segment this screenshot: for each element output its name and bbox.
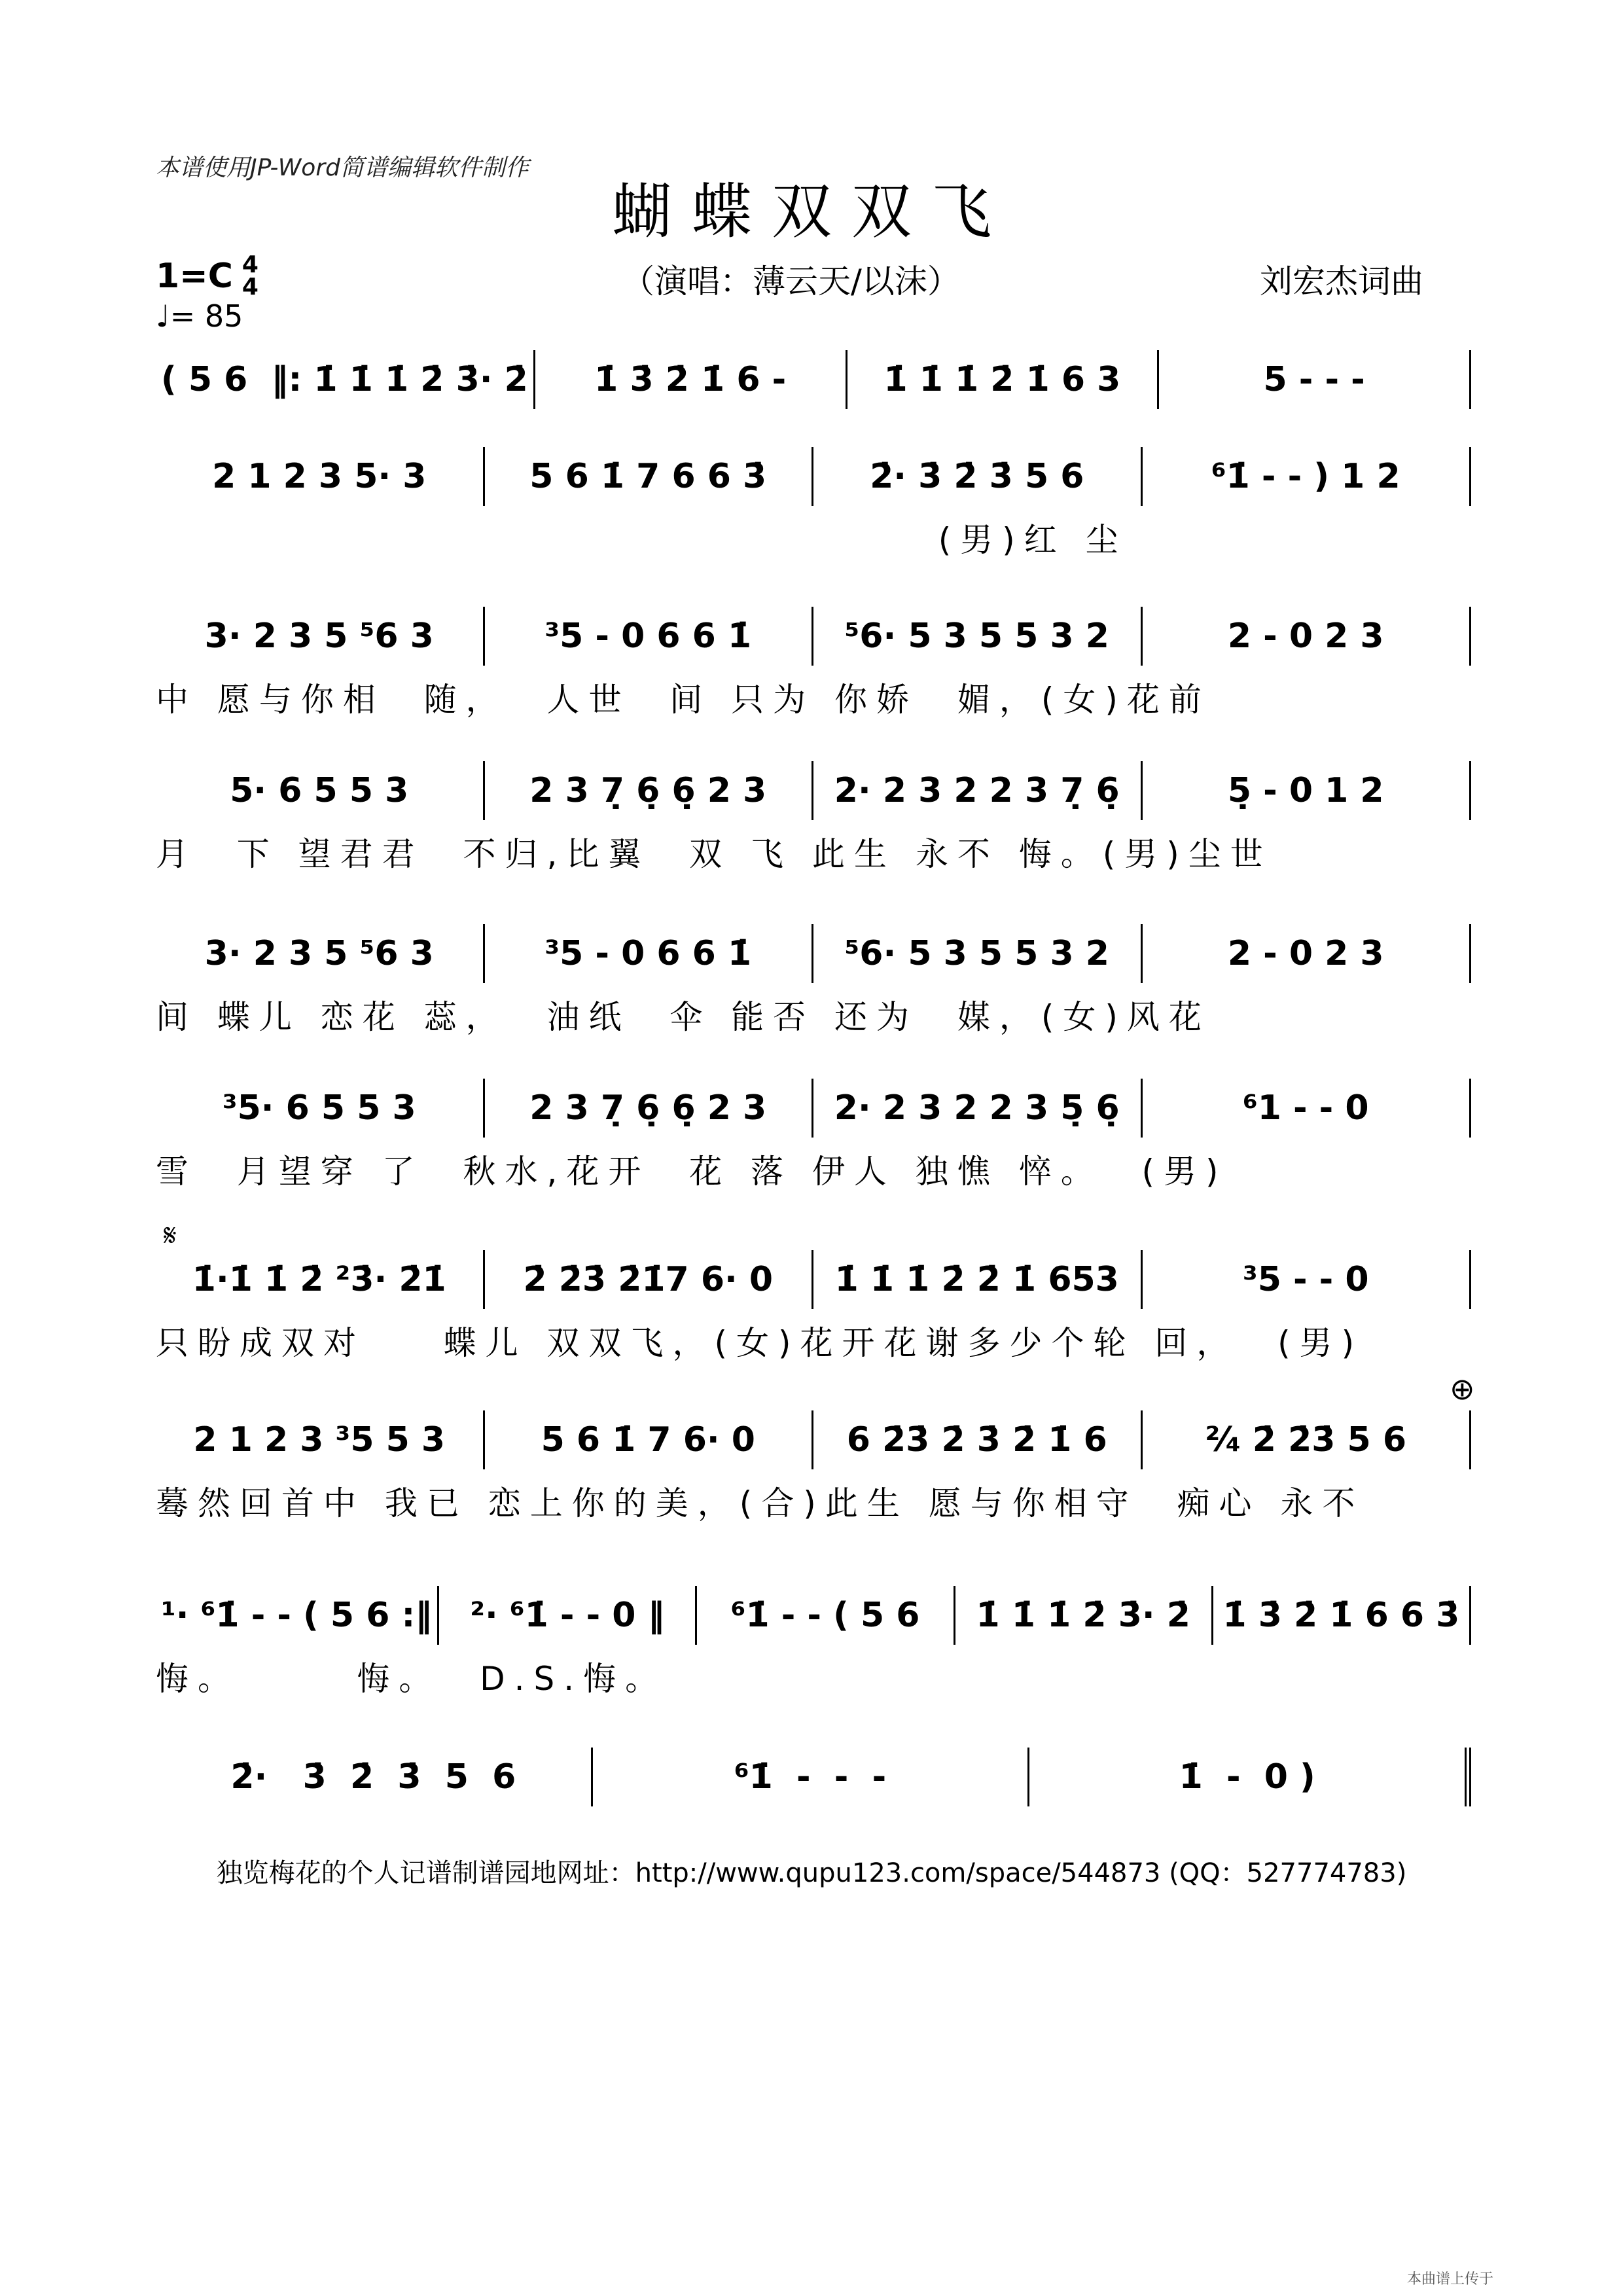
measure: 1̇ 1̇ 1̇ 2̇ 3̇· 2̇	[955, 1586, 1213, 1645]
notes-line	[156, 761, 1471, 820]
notes-line	[156, 924, 1471, 983]
time-top: 4	[241, 251, 259, 278]
lyric-line: 悔。 悔。 D.S.悔。	[156, 1660, 668, 1698]
measure: 2̇ 2̇3̇ 2̇1̇7 6· 0	[485, 1250, 814, 1309]
notes-line	[156, 1250, 1471, 1309]
tempo-mark: ♩= 85	[156, 298, 243, 334]
measure: 5 6 1̇ 7 6 6 3̇	[485, 447, 814, 506]
measure: ⁶1 - - 0	[1143, 1079, 1472, 1138]
measure: 2 - 0 2 3	[1143, 924, 1472, 983]
measure: 1̇·1̇ 1̇ 2̇ ²3̇· 2̇1̇	[156, 1250, 485, 1309]
time-signature	[241, 251, 259, 300]
composer-credit: 刘宏杰词曲	[1260, 262, 1423, 300]
staff-row	[156, 1586, 1471, 1698]
notes-line	[156, 607, 1471, 666]
measure: ²⁄₄ 2̇ 2̇3̇ 5 6	[1143, 1410, 1472, 1469]
measure: 1̇ 1̇ 1̇ 2̇ 2̇ 1̇ 653	[813, 1250, 1143, 1309]
footer-url: 独览梅花的个人记谱制谱园地网址：http://www.qupu123.com/space/544873 (QQ：527774783)	[216, 1858, 1407, 1888]
staff-row	[156, 350, 1471, 456]
measure: 2̇· 3̇ 2̇ 3̇ 5 6	[813, 447, 1143, 506]
measure: ³5 - 0 6 6 1̇	[485, 607, 814, 666]
measure: ( 5 6 ‖: 1̇ 1̇ 1̇ 2̇ 3̇· 2̇	[156, 350, 535, 409]
staff-row	[156, 1079, 1471, 1191]
lyric-line: 间 蝶儿 恋花 蕊， 油纸 伞 能否 还为 媒，(女)风花	[156, 998, 1211, 1036]
staff-row	[156, 761, 1471, 873]
measure: 1̇ - 0 )	[1029, 1748, 1471, 1806]
measure: 5̣ - 0 1 2	[1143, 761, 1472, 820]
measure: ⁵6· 5 3 5 5 3 2	[813, 607, 1143, 666]
staff-row	[156, 1748, 1471, 1854]
measure: 1̇ 3̇ 2̇ 1̇ 6 -	[535, 350, 847, 409]
measure: ⁶1̇ - - -	[593, 1748, 1030, 1806]
upload-watermark: 本曲谱上传于	[1407, 2271, 1494, 2287]
coda-icon: ⊕	[1450, 1371, 1475, 1407]
lyric-line: 雪 月望穿 了 秋水,花开 花 落 伊人 独憔 悴。 (男)	[156, 1153, 1228, 1191]
song-title: 蝴蝶双双飞	[611, 177, 1011, 247]
staff-row	[156, 607, 1471, 719]
measure: 2 1 2 3 5· 3	[156, 447, 485, 506]
lyric-line: 只盼成双对 蝶儿 双双飞，(女)花开花谢多少个轮 回， (男)	[156, 1324, 1364, 1362]
staff-row	[156, 447, 1471, 559]
measure: 2 3 7̣ 6̣ 6̣ 2 3	[485, 1079, 814, 1138]
software-credit: 本谱使用JP-Word简谱编辑软件制作	[156, 154, 529, 181]
measure: 5 - - -	[1159, 350, 1471, 409]
measure: ³5 - - 0	[1143, 1250, 1472, 1309]
staff-row	[156, 1250, 1471, 1362]
segno-icon: 𝄋	[164, 1217, 177, 1253]
lyric-line: (男)红 尘	[156, 521, 1128, 559]
measure: ³5 - 0 6 6 1̇	[485, 924, 814, 983]
measure: 2̇· 3̇ 2̇ 3̇ 5 6	[156, 1748, 593, 1806]
measure: ⁶1̇ - - ) 1 2	[1143, 447, 1472, 506]
staff-row	[156, 1410, 1471, 1522]
notes-line	[156, 1748, 1471, 1806]
notes-line	[156, 1079, 1471, 1138]
measure: 5· 6 5 5 3	[156, 761, 485, 820]
lyric-line	[156, 1814, 1471, 1854]
measure: 2 3 7̣ 6̣ 6̣ 2 3	[485, 761, 814, 820]
measure: ¹· ⁶1̇ - - ( 5 6 :‖	[156, 1586, 439, 1645]
measure: ²· ⁶1̇ - - 0 ‖	[439, 1586, 697, 1645]
measure: ³5· 6 5 5 3	[156, 1079, 485, 1138]
measure: 2 - 0 2 3	[1143, 607, 1472, 666]
measure: 2 1 2 3 ³5 5 3	[156, 1410, 485, 1469]
lyric-line: 中 愿与你相 随， 人世 间 只为 你娇 媚，(女)花前	[156, 681, 1211, 719]
singer-credit: （演唱：薄云天/以沫）	[622, 262, 960, 300]
staff-row	[156, 924, 1471, 1036]
key-label: 1=C	[156, 257, 233, 296]
notes-line	[156, 447, 1471, 506]
measure: 3· 2 3 5 ⁵6 3	[156, 607, 485, 666]
measure: 2· 2 3 2 2 3 7̣ 6̣	[813, 761, 1143, 820]
notes-line	[156, 1410, 1471, 1469]
key-signature	[156, 251, 259, 300]
measure: ⁶1̇ - - ( 5 6	[697, 1586, 955, 1645]
notes-line	[156, 1586, 1471, 1645]
measure: 1̇ 3̇ 2̇ 1̇ 6 6 3̇	[1213, 1586, 1471, 1645]
lyric-line: 月 下 望君君 不归,比翼 双 飞 此生 永不 悔。(男)尘世	[156, 835, 1272, 873]
measure: ⁵6· 5 3 5 5 3 2	[813, 924, 1143, 983]
measure: 5 6 1̇ 7 6· 0	[485, 1410, 814, 1469]
lyric-line: 蓦然回首中 我已 恋上你的美，(合)此生 愿与你相守 痴心 永不	[156, 1484, 1364, 1522]
measure: 6 2̇3̇ 2̇ 3̇ 2̇ 1̇ 6	[813, 1410, 1143, 1469]
time-bottom: 4	[241, 274, 259, 300]
notes-line	[156, 350, 1471, 409]
measure: 2· 2 3 2 2 3 5̣ 6̣	[813, 1079, 1143, 1138]
measure: 1̇ 1̇ 1̇ 2̇ 1̇ 6 3	[847, 350, 1160, 409]
measure: 3· 2 3 5 ⁵6 3	[156, 924, 485, 983]
